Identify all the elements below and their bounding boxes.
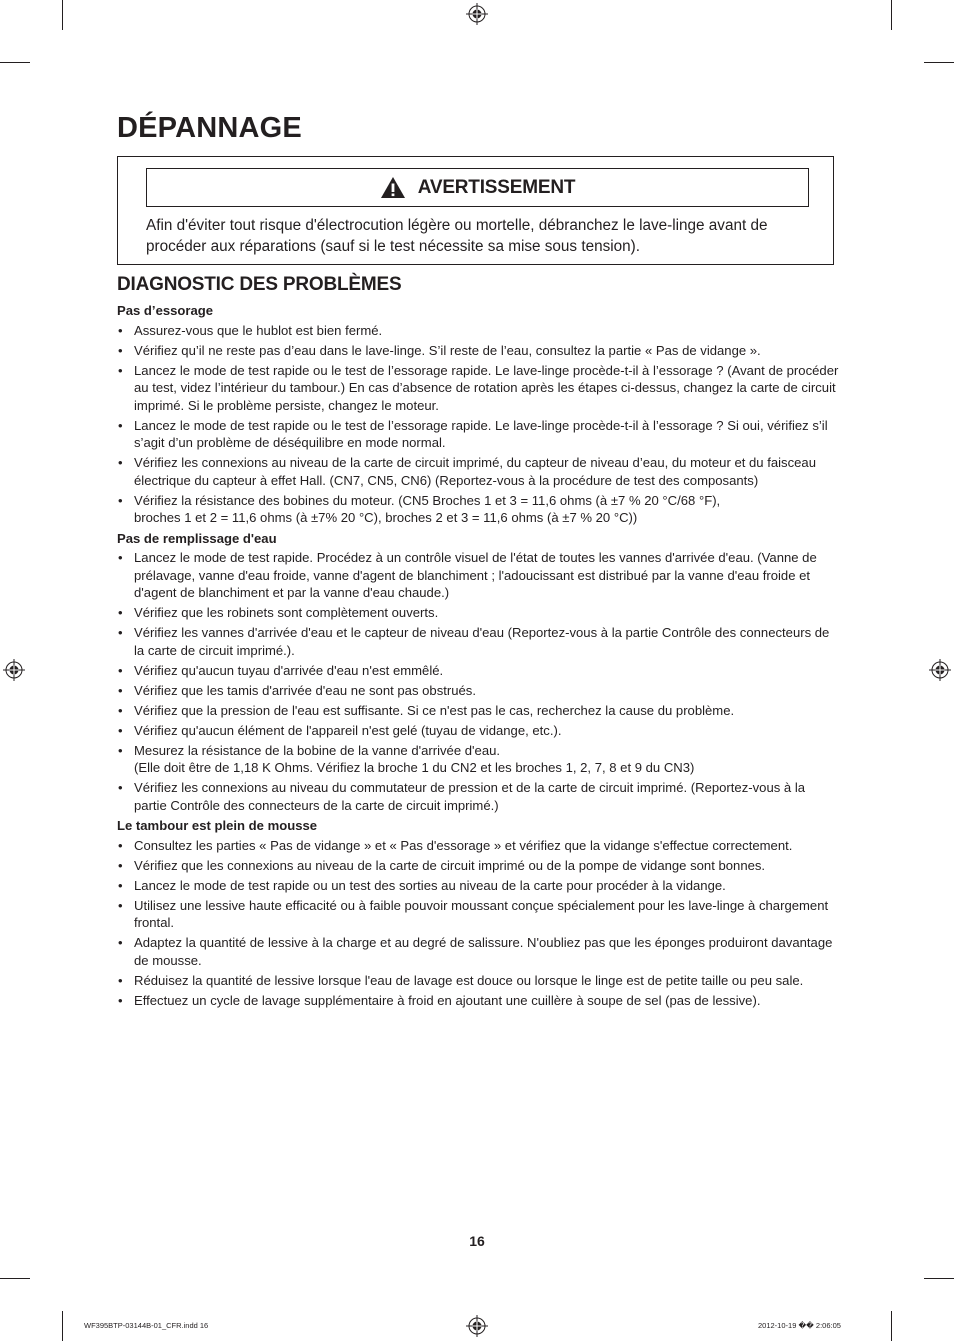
registration-mark-icon bbox=[3, 659, 25, 681]
crop-mark bbox=[924, 1278, 954, 1279]
list-item: • Vérifiez qu'aucun élément de l'appareil n'est gelé (tuyau de vidange, etc.). bbox=[117, 722, 839, 740]
warning-text: Afin d'éviter tout risque d'électrocution légère ou mortelle, débranchez le lave-linge avant de procéder aux réparations (sauf si le test nécessite sa mise sous tension). bbox=[146, 217, 768, 255]
warning-header bbox=[146, 168, 809, 207]
warning-label: AVERTISSEMENT bbox=[417, 176, 576, 198]
list-item: • Adaptez la quantité de lessive à la charge et au degré de salissure. N'oubliez pas que les éponges produiront davantage de mousse. bbox=[117, 934, 839, 969]
list-item: • Lancez le mode de test rapide ou le test de l’essorage rapide. Le lave-linge procède-t-il à l’essorage ? Si oui, vérifiez s’il s’agit d’un problème de déséquilibre en mode normal. bbox=[117, 417, 839, 452]
registration-mark-icon bbox=[466, 1315, 488, 1337]
list-item: • Assurez-vous que le hublot est bien fermé. bbox=[117, 322, 839, 340]
list-item: • Lancez le mode de test rapide ou le test de l’essorage rapide. Le lave-linge procède-t-il à l’essorage ? (Avant de procéder au test, videz l’intérieur du tambour.) En cas d’absence de rotation après les étapes ci-dessus, changez la carte de circuit imprimé. Si le problème persiste, changez le moteur. bbox=[117, 362, 839, 415]
subheading: Pas de remplissage d'eau bbox=[117, 530, 277, 546]
list-item: • Effectuez un cycle de lavage supplémentaire à froid en ajoutant une cuillère à soupe de sel (pas de lessive). bbox=[117, 992, 839, 1010]
crop-mark bbox=[0, 62, 30, 63]
footer-file-slug: WF395BTP-03144B-01_CFR.indd 16 bbox=[84, 1321, 209, 1330]
crop-mark bbox=[891, 1311, 892, 1341]
list-item: • Vérifiez que la pression de l'eau est suffisante. Si ce n'est pas le cas, recherchez la cause du problème. bbox=[117, 702, 839, 720]
warning-box bbox=[117, 156, 834, 265]
section-heading: DIAGNOSTIC DES PROBLÈMES bbox=[117, 274, 402, 295]
crop-mark bbox=[924, 62, 954, 63]
footer-date-slug: 2012-10-19 �� 2:06:05 bbox=[758, 1321, 841, 1330]
list-item: • Vérifiez que les robinets sont complètement ouverts. bbox=[117, 604, 839, 622]
subheading: Pas d’essorage bbox=[117, 303, 214, 318]
list-item: • Vérifiez que les connexions au niveau de la carte de circuit imprimé ou de la pompe de vidange sont bonnes. bbox=[117, 857, 839, 875]
warning-triangle-icon bbox=[380, 176, 406, 199]
registration-mark-icon bbox=[466, 3, 488, 25]
list-item: • Vérifiez qu'aucun tuyau d'arrivée d'eau n'est emmêlé. bbox=[117, 662, 839, 680]
list-item: • Lancez le mode de test rapide ou un test des sorties au niveau de la carte pour procéder à la vidange. bbox=[117, 877, 839, 895]
subheading: Le tambour est plein de mousse bbox=[117, 818, 318, 833]
bullet-list bbox=[117, 549, 839, 814]
page-title: DÉPANNAGE bbox=[117, 112, 302, 144]
registration-mark-icon bbox=[929, 659, 951, 681]
crop-mark bbox=[0, 1278, 30, 1279]
list-item: • Vérifiez les connexions au niveau du commutateur de pression et de la carte de circuit imprimé. (Reportez-vous à la partie Contrôle des connecteurs de la carte de circuit imprimé.) bbox=[117, 779, 839, 814]
list-item: • Vérifiez les vannes d'arrivée d'eau et le capteur de niveau d'eau (Reportez-vous à la partie Contrôle des connecteurs de la carte de circuit imprimé.). bbox=[117, 624, 839, 659]
list-item: • Utilisez une lessive haute efficacité ou à faible pouvoir moussant conçue spécialement pour les lave-linge à chargement frontal. bbox=[117, 897, 839, 932]
page-number: 16 bbox=[469, 1233, 485, 1249]
list-item: • Réduisez la quantité de lessive lorsque l'eau de lavage est douce ou lorsque le linge est de petite taille ou peu sale. bbox=[117, 972, 839, 990]
list-item: • Vérifiez que les tamis d'arrivée d'eau ne sont pas obstrués. bbox=[117, 682, 839, 700]
list-item: • Consultez les parties « Pas de vidange » et « Pas d'essorage » et vérifiez que la vidange s'effectue correctement. bbox=[117, 837, 839, 855]
crop-mark bbox=[62, 0, 63, 30]
crop-mark bbox=[62, 1311, 63, 1341]
crop-mark bbox=[891, 0, 892, 30]
list-item: • Mesurez la résistance de la bobine de la vanne d'arrivée d'eau. (Elle doit être de 1,18 K Ohms. Vérifiez la broche 1 du CN2 et les broches 1, 2, 7, 8 et 9 du CN3) bbox=[117, 742, 839, 777]
troubleshooting-content bbox=[117, 302, 839, 1012]
bullet-list bbox=[117, 837, 839, 1010]
bullet-list bbox=[117, 322, 839, 527]
list-item: • Vérifiez qu’il ne reste pas d’eau dans le lave-linge. S’il reste de l’eau, consultez la partie « Pas de vidange ». bbox=[117, 342, 839, 360]
list-item: • Vérifiez la résistance des bobines du moteur. (CN5 Broches 1 et 3 = 11,6 ohms (à ±7 % 20 °C/68 °F), broches 1 et 2 = 11,6 ohms (à ±7% 20 °C), broches 2 et 3 = 11,6 ohms (à ±7 % 20 °C)) bbox=[117, 492, 839, 527]
list-item: • Vérifiez les connexions au niveau de la carte de circuit imprimé, du capteur de niveau d’eau, du moteur et du faisceau électrique du capteur à effet Hall. (CN7, CN5, CN6) (Reportez-vous à la procédure de test des composants) bbox=[117, 454, 839, 489]
list-item: • Lancez le mode de test rapide. Procédez à un contrôle visuel de l'état de toutes les vannes d'arrivée d'eau. (Vanne de prélavage, vanne d'eau froide, vanne d'agent de blanchiment ; l'adoucissant est distribué par la vanne d'eau froide et d'agent de blanchiment et par la vanne d'eau chaude.) bbox=[117, 549, 839, 602]
